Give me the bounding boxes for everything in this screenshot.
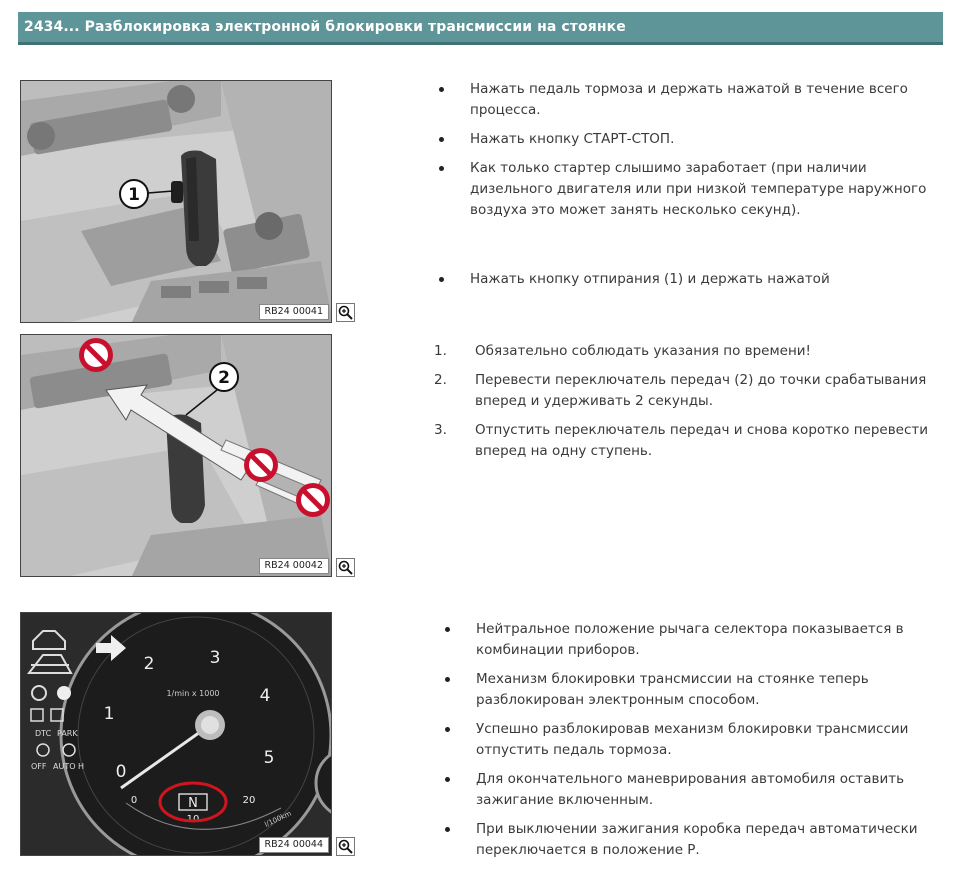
- lower-scale-unit: l/100km: [263, 809, 293, 829]
- park-label: PARK: [57, 729, 78, 738]
- selector-forward-illustration: [21, 335, 332, 577]
- section2-step-list: [434, 341, 940, 470]
- list-item: Механизм блокировки трансмиссии на стоянке теперь разблокирован электронным способом.: [476, 669, 936, 711]
- figure-code: RB24 00044: [259, 837, 329, 853]
- section-header: [18, 12, 943, 45]
- callout-number: 2: [218, 368, 230, 388]
- figure-code: RB24 00042: [259, 558, 329, 574]
- indicator-dot-icon: [57, 686, 71, 700]
- gear-selector-illustration: [21, 81, 332, 323]
- section1-bullet-list: [470, 79, 935, 229]
- list-item: Для окончательного маневрирования автомобиля оставить зажигание включенным.: [476, 769, 936, 811]
- magnifier-plus-icon: [337, 838, 354, 855]
- figure-selector-forward: [20, 334, 332, 577]
- section3-bullet-list: [476, 619, 936, 869]
- autoh-label: AUTO H: [53, 762, 85, 771]
- list-item: 3. Отпустить переключатель передач и снова коротко перевести вперед на одну ступень.: [434, 422, 929, 459]
- tacho-unit: 1/min x 1000: [166, 689, 220, 698]
- dtc-label: DTC: [35, 729, 52, 738]
- list-item: Нажать педаль тормоза и держать нажатой в течение всего процесса.: [470, 79, 935, 121]
- zoom-button[interactable]: [336, 303, 355, 322]
- list-item: Нажать кнопку отпирания (1) и держать нажатой: [470, 269, 935, 290]
- list-item: При выключении зажигания коробка передач автоматически переключается в положение Р.: [476, 819, 936, 861]
- section1-bullet-list-2: [470, 269, 935, 298]
- no-entry-icon: [296, 483, 330, 517]
- list-item: Нейтральное положение рычага селектора показывается в комбинации приборов.: [476, 619, 936, 661]
- lower-scale-number: 10: [186, 814, 200, 825]
- tacho-number: 1: [103, 704, 115, 724]
- figure-gear-selector-unlock: [20, 80, 332, 323]
- list-item: 1. Обязательно соблюдать указания по времени!: [434, 343, 811, 359]
- no-entry-icon: [244, 448, 278, 482]
- page-title: 2434... Разблокировка электронной блокировки трансмиссии на стоянке: [24, 19, 626, 35]
- lower-scale-number: 0: [130, 795, 138, 806]
- instrument-cluster-illustration: [21, 613, 332, 856]
- magnifier-plus-icon: [337, 304, 354, 321]
- tacho-number: 0: [115, 762, 127, 782]
- lower-scale-number: 20: [242, 795, 256, 806]
- tacho-number: 3: [209, 648, 221, 668]
- no-entry-icon: [79, 338, 113, 372]
- zoom-button[interactable]: [336, 558, 355, 577]
- callout-number: 1: [128, 185, 140, 205]
- list-item: 2. Перевести переключатель передач (2) до точки срабатывания вперед и удерживать 2 секунды.: [434, 372, 927, 409]
- magnifier-plus-icon: [337, 559, 354, 576]
- tacho-number: 5: [263, 748, 275, 768]
- list-item: Успешно разблокировав механизм блокировки трансмиссии отпустить педаль тормоза.: [476, 719, 936, 761]
- gear-indicator: N: [188, 796, 198, 811]
- off-label: OFF: [31, 762, 47, 771]
- zoom-button[interactable]: [336, 837, 355, 856]
- list-item: Нажать кнопку СТАРТ-СТОП.: [470, 129, 935, 150]
- list-item: Как только стартер слышимо заработает (при наличии дизельного двигателя или при низкой температуре наружного воздуха это может занять несколько секунд).: [470, 158, 935, 221]
- tacho-number: 4: [259, 686, 271, 706]
- figure-instrument-cluster: [20, 612, 332, 856]
- figure-code: RB24 00041: [259, 304, 329, 320]
- tacho-number: 2: [143, 654, 155, 674]
